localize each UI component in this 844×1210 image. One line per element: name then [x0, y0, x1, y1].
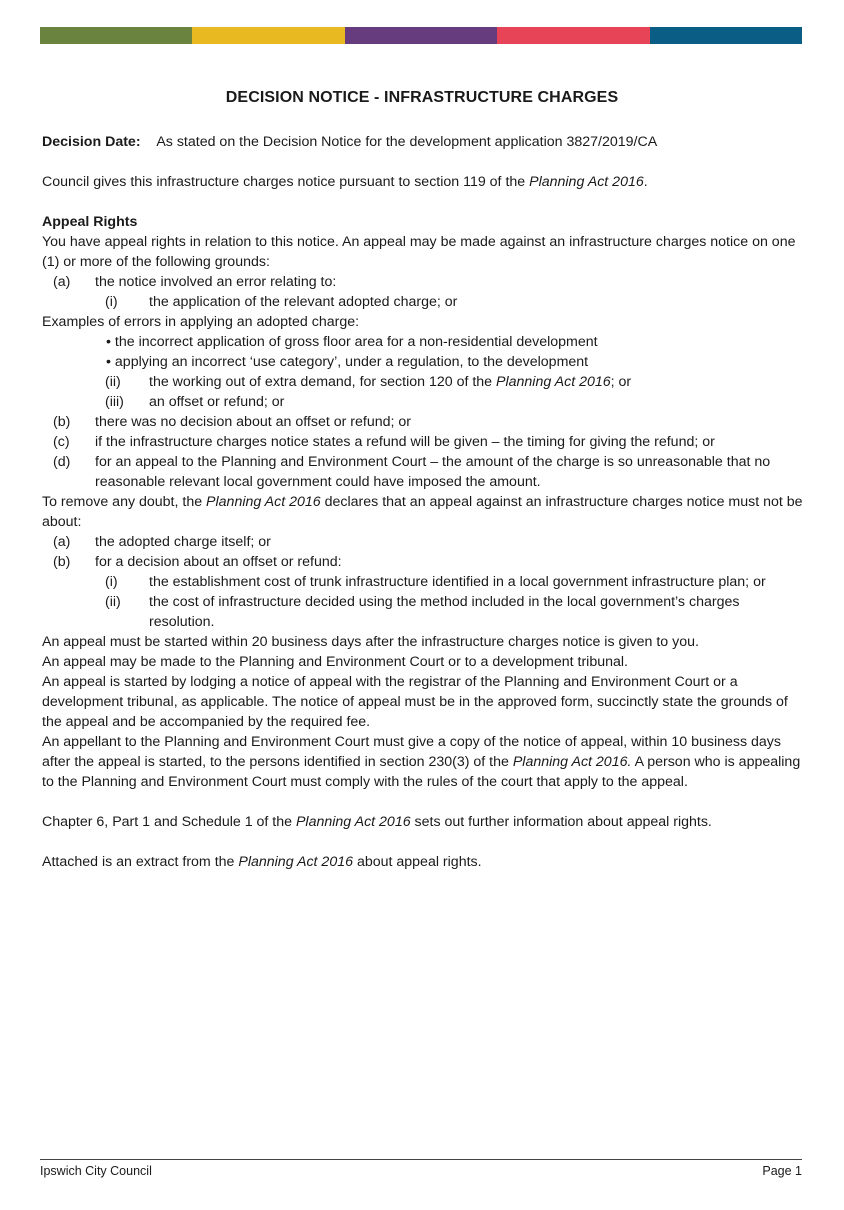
- list-item: (a) the notice involved an error relating to:: [53, 274, 337, 290]
- list-item: (i) the application of the relevant adopted charge; or: [105, 294, 458, 310]
- color-bar-red: [497, 27, 649, 44]
- act-name: Planning Act 2016: [295, 814, 411, 830]
- page-footer: [40, 1159, 802, 1178]
- remove-doubt-paragraph: To remove any doubt, the Planning Act 2016 declares that an appeal against an infrastructure charges notice must not be about:: [42, 494, 803, 530]
- appeal-made-paragraph: An appeal may be made to the Planning and Environment Court or to a development tribunal.: [42, 654, 628, 670]
- footer-organization: Ipswich City Council: [40, 1164, 152, 1178]
- appeal-started-paragraph: An appeal must be started within 20 business days after the infrastructure charges notice is given to you.: [42, 634, 699, 650]
- bullet-item: • applying an incorrect ‘use category’, under a regulation, to the development: [106, 354, 589, 370]
- act-name: Planning Act 2016: [238, 854, 353, 870]
- list-item: (ii) the cost of infrastructure decided using the method included in the local government’s charges resolution.: [105, 594, 740, 630]
- appeal-lodging-paragraph: An appeal is started by lodging a notice of appeal with the registrar of the Planning and Environment Court or a development tribunal, as applicable. The notice of appeal must be in the approved form, succinctly state the grounds of the appeal and be accompanied by the required fee.: [42, 674, 788, 730]
- act-name: Planning Act 2016.: [512, 754, 632, 770]
- color-band-header: [40, 27, 802, 44]
- act-name: Planning Act 2016: [496, 374, 611, 390]
- page-title: DECISION NOTICE - INFRASTRUCTURE CHARGES: [225, 89, 619, 106]
- attached-paragraph: Attached is an extract from the Planning Act 2016 about appeal rights.: [42, 854, 482, 870]
- decision-date: [42, 132, 804, 152]
- examples-heading: Examples of errors in applying an adopted charge:: [42, 314, 360, 330]
- act-name: Planning Act 2016: [206, 494, 321, 510]
- color-bar-yellow: [192, 27, 344, 44]
- appeal-intro: You have appeal rights in relation to this notice. An appeal may be made against an infrastructure charges notice on one (1) or more of the following grounds:: [42, 234, 796, 270]
- list-item: (i) the establishment cost of trunk infrastructure identified in a local government infrastructure plan; or: [105, 574, 766, 590]
- list-item: (c) if the infrastructure charges notice states a refund will be given – the timing for giving the refund; or: [53, 434, 715, 450]
- color-bar-purple: [345, 27, 497, 44]
- chapter-paragraph: Chapter 6, Part 1 and Schedule 1 of the Planning Act 2016 sets out further information about appeal rights.: [42, 814, 712, 830]
- appeal-copy-paragraph: An appellant to the Planning and Environment Court must give a copy of the notice of appeal, within 10 business days after the appeal is started, to the persons identified in section 230(3) of the Planning Act 2016. A person who is appealing to the Planning and Environment Court must comply with the rules of the court that apply to the appeal.: [42, 734, 801, 790]
- decision-date-text: As stated on the Decision Notice for the development application 3827/2019/CA: [156, 134, 658, 150]
- notice-body: [42, 132, 804, 872]
- bullet-item: • the incorrect application of gross floor area for a non-residential development: [106, 334, 598, 350]
- list-item: (ii) the working out of extra demand, for section 120 of the Planning Act 2016; or: [105, 374, 632, 390]
- list-item: (b) there was no decision about an offset or refund; or: [53, 414, 412, 430]
- list-item: (iii) an offset or refund; or: [105, 394, 285, 410]
- page-number: Page 1: [762, 1164, 802, 1178]
- color-bar-blue: [650, 27, 802, 44]
- list-item: (b) for a decision about an offset or refund:: [53, 554, 342, 570]
- color-bar-green: [40, 27, 192, 44]
- list-item: (a) the adopted charge itself; or: [53, 534, 271, 550]
- decision-date-label: Decision Date:: [42, 134, 141, 150]
- act-name: Planning Act 2016: [529, 174, 644, 190]
- appeal-rights-heading: Appeal Rights: [42, 214, 138, 230]
- intro-paragraph: Council gives this infrastructure charges notice pursuant to section 119 of the Planning Act 2016.: [42, 174, 648, 190]
- list-item: (d) for an appeal to the Planning and Environment Court – the amount of the charge is so unreasonable that no reasonable relevant local government could have imposed the amount.: [53, 454, 771, 490]
